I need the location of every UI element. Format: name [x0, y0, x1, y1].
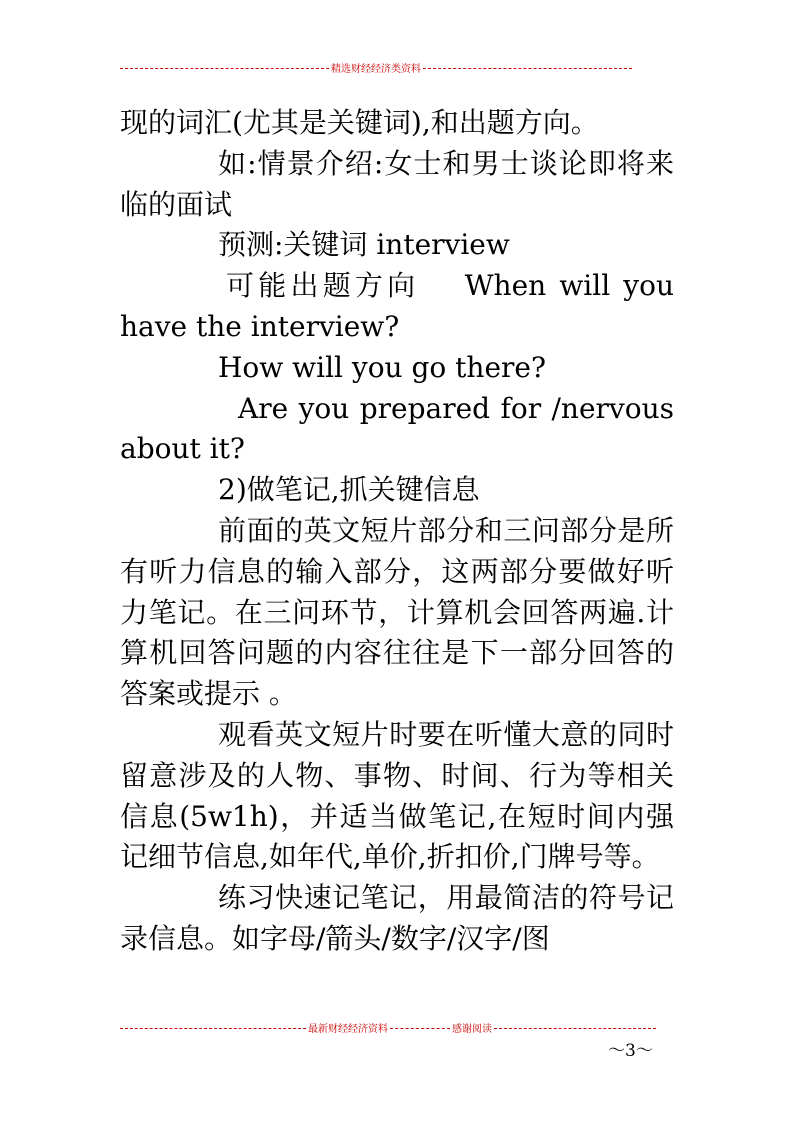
paragraph-1: 现的词汇(尤其是关键词),和出题方向。 [120, 106, 599, 139]
paragraph-7: 2)做笔记,抓关键信息 [218, 473, 480, 507]
paragraph-2: 如:情景介绍:女士和男士谈论即将来临的面试 [120, 146, 674, 221]
paragraph-6-line-1: Are you prepared for /nervous [238, 391, 674, 425]
header-dashed-line-right [423, 68, 632, 69]
page-footer [120, 1020, 656, 1035]
paragraph-9: 观看英文短片时要在听懂大意的同时 留意涉及的人物、事物、时间、行为等相关信息(5w1h)，并适当做笔记,在短时间内强记细节信息,如年代,单价,折扣价,门牌号等。 [120, 717, 674, 874]
footer-dashed-line-left [120, 1028, 306, 1029]
paragraph-6-line-2: about it? [120, 432, 245, 466]
header-dashed-line-left [120, 68, 329, 69]
header-label: 精选财经经济类资料 [331, 64, 421, 75]
footer-label-left: 最新财经经济资料 [308, 1024, 388, 1035]
paragraph-10: 练习快速记笔记，用最简洁的符号记录信息。如字母/箭头/数字/汉字/图 [120, 881, 674, 955]
paragraph-8: 前面的英文短片部分和三问部分是所有听力信息的输入部分，这两部分要做好听力笔记。在三问环节，计算机会回答两遍.计算机回答问题的内容往往是下一部分回答的答案或提示 。 [120, 513, 674, 711]
paragraph-3: 预测:关键词 interview [218, 228, 510, 262]
page-header [120, 60, 632, 75]
paragraph-4-line-2: have the interview? [120, 309, 400, 343]
paragraph-5: How will you go there? [218, 350, 546, 384]
document-body [120, 103, 674, 960]
page-number: ～3～ [608, 1041, 653, 1061]
footer-label-right: 感谢阅读 [452, 1024, 492, 1035]
paragraph-4-line-1: 可能出题方向 When will you [226, 269, 674, 303]
footer-dashed-line-middle [390, 1028, 450, 1029]
footer-dashed-line-right [494, 1028, 656, 1029]
